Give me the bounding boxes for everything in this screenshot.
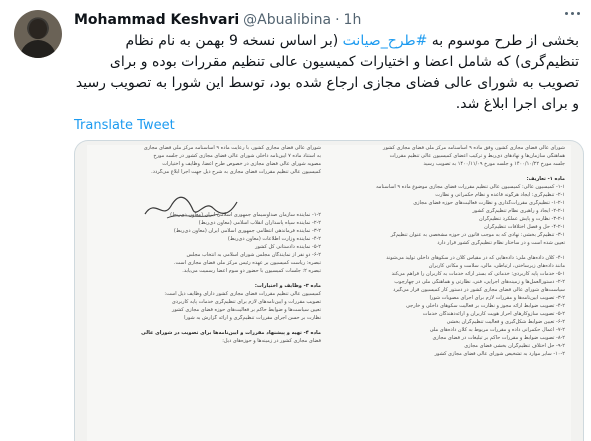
document-text-line: تبصره ۲: جلسات کمیسیون با حضور دو سوم اعضا رسمیت می‌یابد.: [182, 268, 321, 274]
document-text-line: تعیین شده است و در ساختار نظام تنظیم‌گری کشور قرار دارد: [437, 240, 565, 246]
header-separator: ·: [335, 12, 340, 28]
document-text-line: شورای عالی فضای مجازی کشور، با رعایت ماده ۹ اساسنامه مرکز ملی فضای مجازی: [143, 145, 321, 151]
document-text-line: ۴-۲- تصویب ضوابط ارائه مجوز و نظارت بر فعالیت سکوهای داخلی و خارجی: [405, 303, 565, 309]
document-text-line: ۲-۲- دستورالعمل‌ها و زمینه‌های اجرایی، فنی، نظارتی و هماهنگی ملی در چهارچوب: [394, 279, 565, 285]
document-text-line: [93, 323, 321, 330]
tweet-text-part1: بخشی از طرح موسوم به: [427, 33, 579, 49]
document-text-line: ۷-۲- اعمال حکمرانی داده و مقررات مربوط به کلان داده‌های ملی: [429, 327, 565, 333]
hashtag-link[interactable]: #طرح_صیانت: [342, 33, 428, 49]
document-text-line: ۱-۲- نماینده سازمان صداوسیمای جمهوری اسلامی ایران (معاون ذی‌ربط): [170, 212, 321, 218]
avatar-body-shape: [20, 40, 56, 58]
document-text-line: تعیین سیاست‌ها و ضوابط حاکم بر فعالیت‌های حوزه فضای مجازی کشور: [171, 307, 321, 313]
more-dot: [571, 12, 574, 15]
tweet-header: [74, 10, 581, 30]
document-text-line: ۳-۲-۱- نظارت و پایش عملکرد تنظیم‌گران: [479, 216, 565, 222]
more-dot: [577, 12, 580, 15]
document-text-line: ۵-۱- خدمات پایه کاربردی: خدماتی که بستر ارائه خدمات به کاربران را فراهم می‌کند: [391, 271, 565, 277]
document-text-line: مانند داده‌های زیرساختی، ارتباطی، مالی، سلامت و مکانی کاربران: [428, 263, 565, 269]
tweet-text-part2: (بر اساس نسخه 9 بهمن به نام نظام تنظیم‌گری) که شامل اعضا و اختیارات کمیسیون عالی تنظیم مقررات بوده و برای تصویب به شورای عالی فضای مجازی ارجاع شده بود، توسط این شورا به تصویب رسید و برای اجرا ابلاغ شد.: [75, 33, 579, 112]
document-text-line: مصوبه شورای عالی فضای مجازی در خصوص طرح اعضا، وظایف و اختیارات: [162, 161, 321, 167]
document-text-line: ۴-۲-۱- حل و فصل اختلافات تنظیم‌گران: [484, 224, 565, 230]
document-text-line: ماده ۱- تعاریف:: [526, 176, 565, 182]
document-text-line: به استناد ماده ۷ آیین‌نامه داخلی شورای عالی فضای مجازی کشور در جلسه مورخ: [153, 153, 321, 159]
avatar-head-shape: [29, 19, 47, 39]
document-text-line: جلسه مورخ ۱۴۰۰/۱۰/۲۲ و جلسه مورخ ۱۴۰۰/۱۱/۰۹ به تصویب رسید: [423, 161, 565, 167]
document-text-line: ۴-۱- کلان داده‌های ملی: داده‌هایی که در مقیاس کلان در سکوهای داخلی تولید می‌شوند: [386, 255, 565, 261]
document-text-line: هماهنگی سازمان‌ها و نهادهای ذی‌ربط و ترکیب اعضای کمیسیون عالی تنظیم مقررات: [389, 153, 565, 159]
document-text-line: ۱۰-۲- سایر موارد به تشخیص شورای عالی فضای مجازی کشور: [434, 351, 565, 357]
document-text-line: [93, 177, 321, 184]
tweet-text: [74, 31, 579, 115]
document-text-line: تصویب مقررات و آیین‌نامه‌های لازم برای تنظیم‌گری خدمات پایه کاربردی: [171, 299, 321, 305]
more-horizontal-icon[interactable]: [559, 4, 585, 22]
document-page: [87, 145, 571, 441]
document-text-line: نظارت بر حسن اجرای مقررات تنظیم‌گری و ارائه گزارش به شورا: [184, 315, 321, 321]
translate-tweet-link[interactable]: Translate Tweet: [74, 118, 175, 133]
document-text-line: ماده ۴- تهیه و پیشنهاد مقررات و آیین‌نامه‌ها برای تصویب در شورای عالی: [141, 330, 321, 336]
document-text-line: ۵-۲- نماینده دادستانی کل کشور: [255, 244, 321, 250]
document-text-line: ۸-۲- تصویب ضوابط و مقررات حاکم بر تبلیغات در فضای مجازی: [432, 335, 565, 341]
document-text-line: فضای مجازی کشور در زمینه‌ها و حوزه‌های ذیل:: [222, 338, 321, 344]
document-text-line: ۳-۱- تنظیم‌گر بخشی: نهادی که به موجب قانون در حوزه مشخصی به عنوان تنظیم‌گر: [390, 232, 565, 238]
document-text-line: ۱-۲-۱- تنظیم‌گری مقررات‌گذاری و نظارت فعالیت‌های حوزه فضای مجازی: [413, 200, 565, 206]
document-text-line: ۵-۲- تصویب سازوکارهای احراز هویت کاربران و ارائه‌دهندگان خدمات: [422, 311, 565, 317]
document-text-line: ۳-۲- تصویب آیین‌نامه‌ها و مقررات لازم برای اجرای مصوبات شورا: [429, 295, 565, 301]
signature-icon: [137, 190, 247, 226]
document-text-line: کمیسیون عالی تنظیم مقررات فضای مجازی به شرح ذیل جهت اجرا ابلاغ می‌گردد.: [151, 169, 321, 175]
document-text-line: ۶-۲- دو نفر از نمایندگان مجلس شورای اسلامی به انتخاب مجلس: [186, 252, 321, 258]
document-text-line: کمیسیون عالی تنظیم مقررات فضای مجازی کشور دارای وظایف ذیل است:: [164, 291, 321, 297]
document-text-line: ۹-۲- حل اختلاف تنظیم‌گران بخشی فضای مجازی: [464, 343, 565, 349]
document-text-line: ۱-۱- کمیسیون عالی: کمیسیون عالی تنظیم مقررات فضای مجازی موضوع ماده ۹ اساسنامه: [376, 184, 565, 190]
author-handle[interactable]: @Abualibina: [243, 12, 332, 28]
document-text-line: [337, 169, 565, 176]
document-text-line: شورای عالی فضای مجازی کشور، وفق ماده ۹ اساسنامه مرکز ملی فضای مجازی کشور: [383, 145, 565, 151]
document-text-line: سیاست‌های شورای عالی فضای مجازی کشور در دستور کار کمیسیون قرار می‌گیرد: [393, 287, 565, 293]
document-right-column: [337, 145, 565, 441]
document-text-line: تبصره: ریاست کمیسیون بر عهده رئیس مرکز ملی فضای مجازی است.: [173, 260, 321, 266]
document-text-line: ۶-۲- تعیین ضوابط شکل‌گیری و فعالیت تنظیم‌گران بخشی: [446, 319, 565, 325]
document-text-line: ۲-۲-۱- ایجاد و راهبری نظام تنظیم‌گری کشور: [472, 208, 565, 214]
more-dot: [565, 12, 568, 15]
document-text-line: [337, 248, 565, 255]
tweet-media-image[interactable]: [74, 140, 584, 441]
document-text-line: [93, 276, 321, 283]
author-name[interactable]: Mohammad Keshvari: [74, 12, 240, 28]
document-text-line: ۴-۲- نماینده وزارت اطلاعات (معاون ذی‌ربط): [227, 236, 321, 242]
document-text-line: ۳-۲- نماینده فرماندهی انتظامی جمهوری اسلامی ایران (معاون ذی‌ربط): [173, 228, 321, 234]
document-text-line: ۲-۱- تنظیم‌گری: ایجاد هرگونه قاعده و نظام حکمرانی و نظارت: [435, 192, 565, 198]
tweet-timestamp[interactable]: 1h: [343, 12, 362, 28]
author-avatar[interactable]: [14, 10, 62, 58]
document-text-line: ماده ۳- وظایف و اختیارات:: [254, 283, 321, 289]
document-text-line: ۲-۲- نماینده سپاه پاسداران انقلاب اسلامی (معاون ذی‌ربط): [198, 220, 321, 226]
